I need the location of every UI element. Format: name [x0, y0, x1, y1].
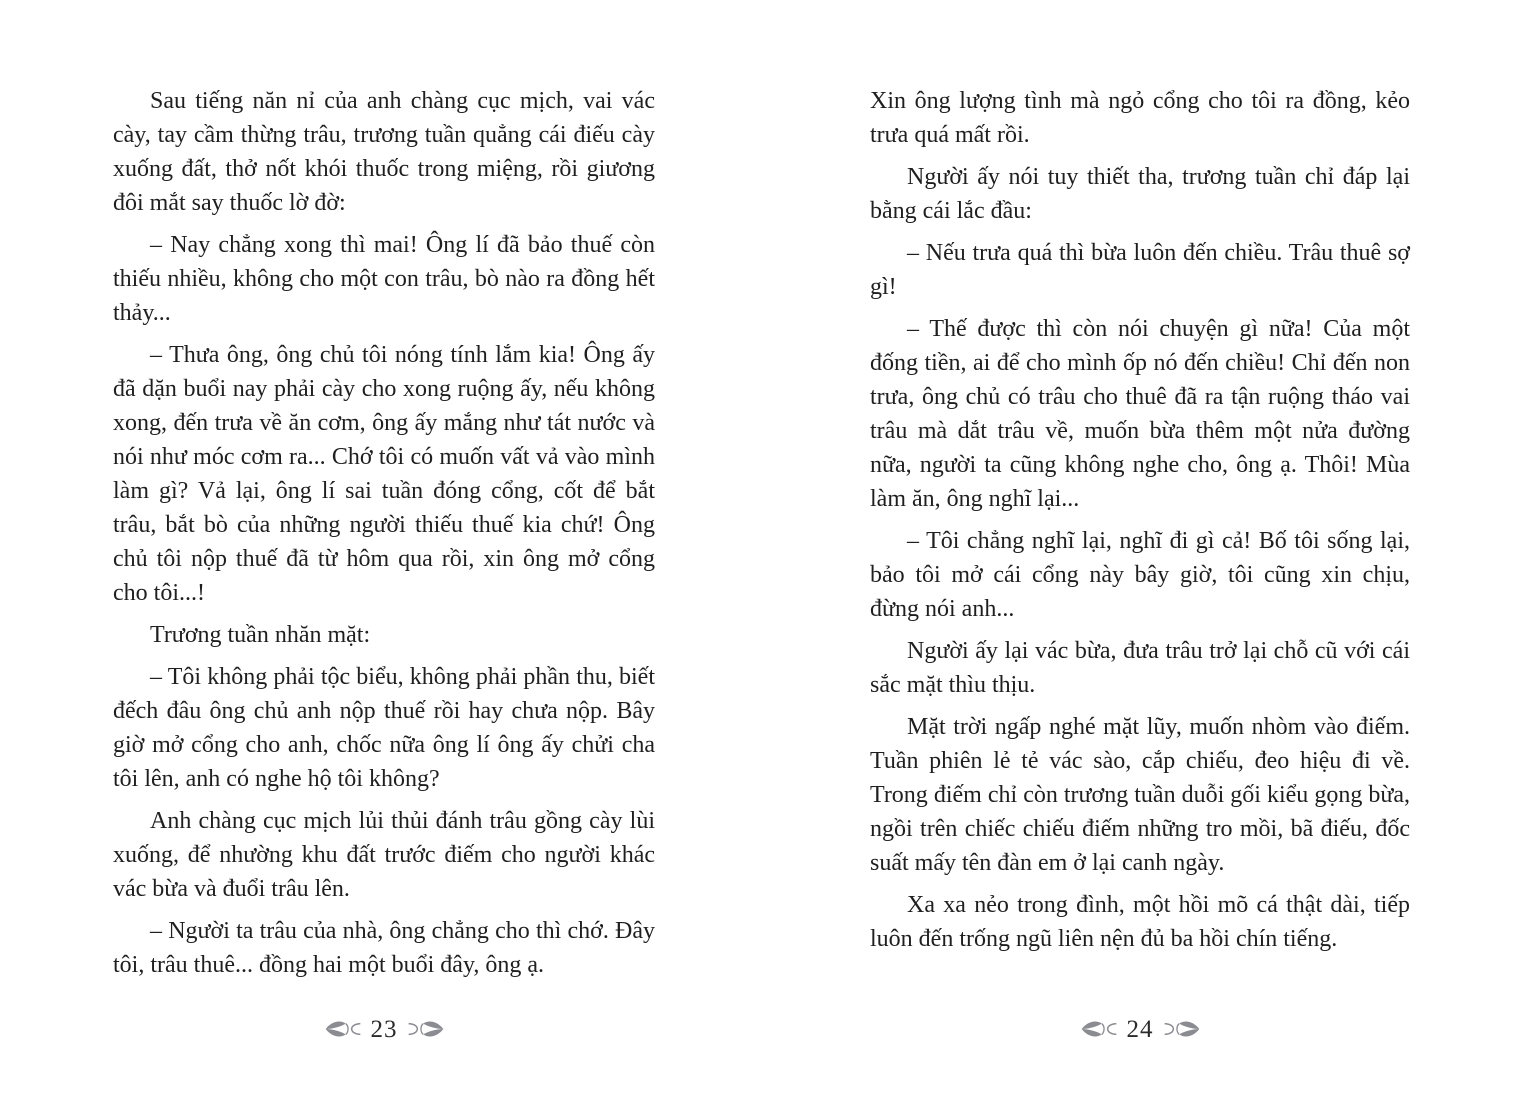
paragraph: Xa xa nẻo trong đình, một hồi mõ cá thật dài, tiếp luôn đến trống ngũ liên nện đủ ba hồi chín tiếng.: [870, 892, 1410, 952]
page-number: 24: [1126, 1015, 1154, 1043]
paragraph-dialogue: – Tôi chẳng nghĩ lại, nghĩ đi gì cả! Bố tôi sống lại, bảo tôi mở cái cổng này bây giờ, tôi cũng xin chịu, đừng nói anh...: [870, 528, 1410, 622]
paragraph: Người ấy lại vác bừa, đưa trâu trở lại chỗ cũ với cái sắc mặt thìu thịu.: [870, 638, 1410, 698]
paragraph-continuation: Xin ông lượng tình mà ngỏ cổng cho tôi ra đồng, kẻo trưa quá mất rồi.: [870, 88, 1410, 148]
paragraph-dialogue: – Nếu trưa quá thì bừa luôn đến chiều. Trâu thuê sợ gì!: [870, 240, 1410, 300]
leaf-fleuron-icon: [1080, 1018, 1118, 1040]
paragraph-dialogue: – Thế được thì còn nói chuyện gì nữa! Của một đống tiền, ai để cho mình ốp nó đến chiều! Chỉ đến non trưa, ông chủ có trâu cho thuê đã ra tận ruộng tháo vai trâu mà dắt trâu về, muốn bừa thêm một nửa đường nữa, người ta cũng không nghe cho, ông ạ. Thôi! Mùa làm ăn, ông nghĩ lại...: [870, 316, 1410, 512]
paragraph: Mặt trời ngấp nghé mặt lũy, muốn nhòm vào điếm. Tuần phiên lẻ tẻ vác sào, cắp chiếu, đeo hiệu đi về. Trong điếm chỉ còn trương tuần duỗi gối kiểu gọng bừa, ngồi trên chiếc chiếu điếm những tro mồi, bã điếu, đốc suất mấy tên đàn em ở lại canh ngày.: [870, 714, 1410, 876]
paragraph: Người ấy nói tuy thiết tha, trương tuần chỉ đáp lại bằng cái lắc đầu:: [870, 164, 1410, 224]
paragraph-dialogue: – Người ta trâu của nhà, ông chẳng cho thì chớ. Đây tôi, trâu thuê... đồng hai một buổi đây, ông ạ.: [113, 918, 655, 978]
page-left-footer: [113, 1012, 655, 1046]
paragraph: Sau tiếng năn nỉ của anh chàng cục mịch, vai vác cày, tay cầm thừng trâu, trương tuần quẳng cái điếu cày xuống đất, thở nốt khói thuốc trong miệng, rồi giương đôi mắt say thuốc lờ đờ:: [113, 88, 655, 216]
paragraph: Anh chàng cục mịch lủi thủi đánh trâu gồng cày lùi xuống, để nhường khu đất trước điếm cho người khác vác bừa và đuổi trâu lên.: [113, 808, 655, 902]
leaf-fleuron-icon: [1163, 1018, 1201, 1040]
paragraph-dialogue: – Nay chẳng xong thì mai! Ông lí đã bảo thuế còn thiếu nhiều, không cho một con trâu, bò nào ra đồng hết thảy...: [113, 232, 655, 326]
leaf-fleuron-icon: [407, 1018, 445, 1040]
paragraph-dialogue: – Thưa ông, ông chủ tôi nóng tính lắm kia! Ông ấy đã dặn buổi nay phải cày cho xong ruộng ấy, nếu không xong, đến trưa về ăn cơm, ông ấy mắng như tát nước và nói như móc cơm ra... Chớ tôi có muốn vất vả vào mình làm gì? Vả lại, ông lí sai tuần đóng cổng, cốt để bắt trâu, bắt bò của những người thiếu thuế kia chứ! Ông chủ tôi nộp thuế đã từ hôm qua rồi, xin ông mở cổng cho tôi...!: [113, 342, 655, 606]
leaf-fleuron-icon: [324, 1018, 362, 1040]
page-right-footer: [870, 1012, 1410, 1046]
paragraph-dialogue: – Tôi không phải tộc biểu, không phải phần thu, biết đếch đâu ông chủ anh nộp thuế rồi hay chưa nộp. Bây giờ mở cổng cho anh, chốc nữa ông lí ông ấy chửi cha tôi lên, anh có nghe hộ tôi không?: [113, 664, 655, 792]
paragraph: Trương tuần nhăn mặt:: [150, 622, 371, 648]
page-right-text-column: [870, 84, 1410, 956]
page-left-text-column: [113, 84, 655, 982]
page-number: 23: [370, 1015, 398, 1043]
